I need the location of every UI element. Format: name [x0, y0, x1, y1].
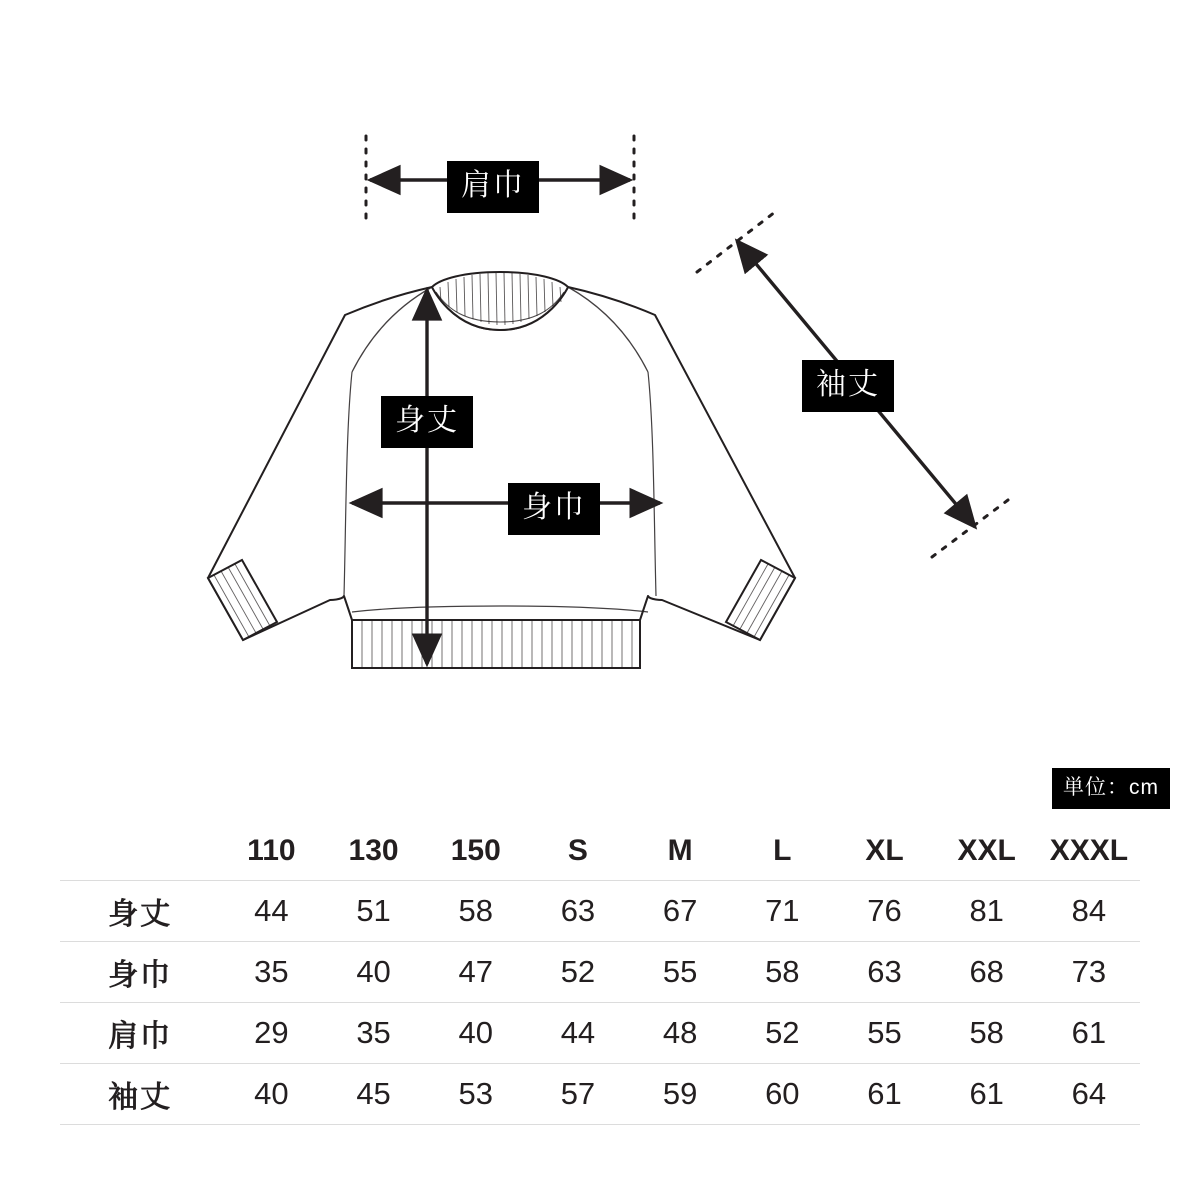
row-header: 身丈 — [108, 898, 173, 931]
row-header: 身巾 — [108, 959, 173, 992]
label-shoulder-width: 肩巾 — [447, 161, 539, 213]
table-cell: 35 — [254, 954, 289, 989]
table-cell: 44 — [560, 1015, 596, 1050]
size-table-head — [60, 822, 1140, 881]
label-body-length: 身丈 — [381, 396, 473, 448]
column-header: XXXL — [1049, 834, 1129, 867]
sweatshirt-body — [208, 287, 795, 668]
unit-badge: 単位：cm — [1052, 768, 1170, 809]
table-cell: 68 — [969, 954, 1004, 989]
column-header: M — [667, 834, 693, 867]
table-cell: 81 — [969, 893, 1004, 928]
table-cell: 51 — [356, 893, 391, 928]
table-cell: 47 — [458, 954, 493, 989]
column-header: 110 — [247, 834, 296, 867]
table-cell: 48 — [662, 1015, 698, 1050]
column-header: XL — [865, 834, 904, 867]
table-cell: 61 — [969, 1076, 1004, 1111]
column-header: XXL — [957, 834, 1016, 867]
table-cell: 53 — [458, 1076, 493, 1111]
label-body-width: 身巾 — [508, 483, 600, 535]
table-cell: 40 — [254, 1076, 289, 1111]
hem-rib — [352, 620, 640, 668]
column-header: 130 — [348, 834, 399, 867]
table-cell: 84 — [1071, 893, 1107, 928]
table-cell: 52 — [765, 1015, 800, 1050]
size-table — [60, 822, 1140, 1125]
table-cell: 58 — [969, 1015, 1004, 1050]
table-cell: 67 — [662, 893, 698, 928]
row-header: 袖丈 — [108, 1081, 173, 1114]
table-cell: 40 — [458, 1015, 493, 1050]
table-cell: 58 — [765, 954, 800, 989]
table-cell: 76 — [867, 893, 902, 928]
table-cell: 45 — [356, 1076, 391, 1111]
table-cell: 63 — [560, 893, 596, 928]
table-cell: 44 — [254, 893, 289, 928]
table-row — [60, 881, 1140, 942]
table-cell: 55 — [867, 1015, 902, 1050]
table-cell: 58 — [458, 893, 493, 928]
table-cell: 60 — [765, 1076, 800, 1111]
table-cell: 63 — [867, 954, 902, 989]
table-row — [60, 942, 1140, 1003]
table-cell: 64 — [1071, 1076, 1107, 1111]
row-header: 肩巾 — [108, 1020, 173, 1053]
table-cell: 57 — [560, 1076, 596, 1111]
table-cell: 29 — [254, 1015, 289, 1050]
table-cell: 52 — [560, 954, 596, 989]
table-row — [60, 1003, 1140, 1064]
column-header: L — [773, 834, 792, 867]
table-row — [60, 1064, 1140, 1125]
table-cell: 61 — [867, 1076, 902, 1111]
table-cell: 40 — [356, 954, 391, 989]
column-header: S — [567, 834, 588, 867]
size-table-body — [60, 881, 1140, 1125]
table-cell: 61 — [1071, 1015, 1107, 1050]
table-cell: 59 — [662, 1076, 698, 1111]
table-cell: 55 — [662, 954, 698, 989]
table-cell: 73 — [1071, 954, 1107, 989]
corner-cell — [60, 822, 220, 881]
column-header: 150 — [450, 834, 501, 867]
table-cell: 35 — [356, 1015, 391, 1050]
label-sleeve-length: 袖丈 — [802, 360, 894, 412]
table-header-row — [60, 822, 1140, 881]
size-table-container — [60, 822, 1140, 1125]
table-cell: 71 — [765, 893, 800, 928]
